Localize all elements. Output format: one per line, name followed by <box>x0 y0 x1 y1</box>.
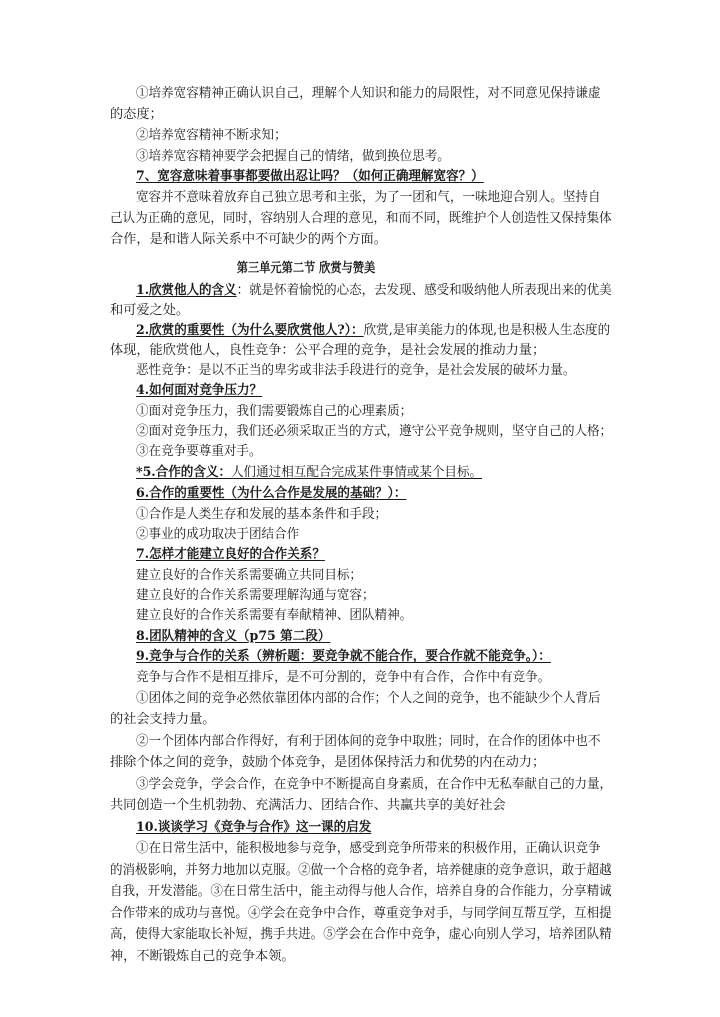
text-line: 的态度； <box>110 107 163 122</box>
term-heading: 2.欣赏的重要性（为什么要欣赏他人?）： <box>136 323 364 338</box>
text-line: 建立良好的合作关系需要确立共同目标； <box>136 568 362 583</box>
term-heading: 9.竞争与合作的关系 <box>136 649 250 664</box>
text-line: 竞争与合作不是相互排斥，是不可分割的，竞争中有合作，合作中有竞争。 <box>136 670 551 685</box>
text-line: 合作，是和谐人际关系中不可缺少的两个方面。 <box>110 232 387 247</box>
text-line: ①培养宽容精神正确认识自己，理解个人知识和能力的局限性，对不同意见保持谦虚 <box>136 86 601 101</box>
text-line <box>136 462 612 484</box>
term-definition: 人们通过相互配合完成某件事情或某个目标。 <box>231 465 483 480</box>
text-line: 的消极影响，并努力地加以克服。②做一个合格的竞争者，培养健康的竞争意识，敢于超越 <box>110 863 612 878</box>
term-note: （辨析题：要竞争就不能合作，要合作就不能竞争。）： <box>249 649 551 664</box>
text-line: ③培养宽容精神要学会把握自己的情绪，做到换位思考。 <box>136 149 450 164</box>
text-line: ③学会竞争，学会合作，在竞争中不断提高自身素质，在合作中无私奉献自己的力量， <box>136 777 613 792</box>
text-line: 神，不断锻炼自己的竞争本领。 <box>110 949 295 964</box>
term-definition: 欣赏,是审美能力的体现,也是积极人生态度的 <box>363 323 611 338</box>
text-line <box>136 320 612 342</box>
text-line <box>136 646 612 668</box>
term-heading: 1.欣赏他人的含义 <box>136 283 237 298</box>
question-heading: 7.怎样才能建立良好的合作关系？ <box>136 547 325 562</box>
text-line: ②一个团体内部合作得好，有利于团体间的竞争中取胜；同时，在合作的团体中也不 <box>136 734 601 749</box>
text-line: ①面对竞争压力，我们需要锻炼自己的心理素质； <box>136 404 413 419</box>
text-line: 建立良好的合作关系需要有奉献精神、团队精神。 <box>136 608 413 623</box>
text-line: ②培养宽容精神不断求知； <box>136 128 287 143</box>
question-heading: 4.如何面对竞争压力？ <box>136 383 263 398</box>
text-line: 的社会支持力量。 <box>110 712 216 727</box>
text-line: ③在竞争要尊重对手。 <box>136 444 262 459</box>
text-line: 己认为正确的意见，同时，容纳别人合理的意见，和而不同，既维护个人创造性又保持集体 <box>110 211 612 226</box>
text-line: ②事业的成功取决于团结合作 <box>136 527 300 542</box>
text-line: 恶性竞争：是以不正当的卑劣或非法手段进行的竞争，是社会发展的破坏力量。 <box>136 363 576 378</box>
text-line: 建立良好的合作关系需要理解沟通与宽容； <box>136 588 375 603</box>
text-line: 宽容并不意味着放弃自己独立思考和主张，为了一团和气，一味地迎合别人。坚持自 <box>136 190 601 205</box>
term-definition: ：就是怀着愉悦的心态，去发现、感受和吸纳他人所表现出来的优美 <box>236 283 612 298</box>
text-line: ①合作是人类生存和发展的基本条件和手段； <box>136 507 388 522</box>
text-line: ①团体之间的竞争必然依靠团体内部的合作；个人之间的竞争，也不能缺少个人背后 <box>136 691 601 706</box>
text-line: 合作带来的成功与喜悦。④学会在竞争中合作，尊重竞争对手，与同学间互帮互学，互相提 <box>110 906 612 921</box>
text-line: 高，使得大家能取长补短，携手共进。⑤学会在合作中竞争，虚心向别人学习，培养团队精 <box>110 927 612 942</box>
question-heading: 6.合作的重要性（为什么合作是发展的基础？）： <box>136 486 407 501</box>
text-line: 共同创造一个生机勃勃、充满活力、团结合作、共赢共享的美好社会 <box>110 798 506 813</box>
text-line: ②面对竞争压力，我们还必须采取正当的方式，遵守公平竞争规则，坚守自己的人格； <box>136 424 613 439</box>
term-heading: *5.合作的含义： <box>136 465 232 480</box>
text-line <box>136 280 610 302</box>
text-line: 排除个体之间的竞争，鼓励个体竞争，是团体保持活力和优势的内在动力； <box>110 755 546 770</box>
section-title: 第三单元第二节 欣赏与赞美 <box>236 261 376 276</box>
question-heading: 10.谈谈学习《竞争与合作》这一课的启发 <box>136 820 372 835</box>
text-line: ①在日常生活中，能积极地参与竞争，感受到竞争所带来的积极作用，正确认识竞争 <box>136 841 601 856</box>
question-heading: 8.团队精神的含义（p75 第二段） <box>136 629 331 644</box>
text-line: 自我，开发潜能。③在日常生活中，能主动得与他人合作，培养自身的合作能力，分享精诚 <box>110 884 612 899</box>
text-line: 和可爱之处。 <box>110 303 190 318</box>
text-line: 体现，能欣赏他人，良性竞争：公平合理的竞争，是社会发展的推动力量； <box>110 343 546 358</box>
question-heading: 7、宽容意味着事事都要做出忍让吗？（如何正确理解宽容？） <box>136 169 484 184</box>
